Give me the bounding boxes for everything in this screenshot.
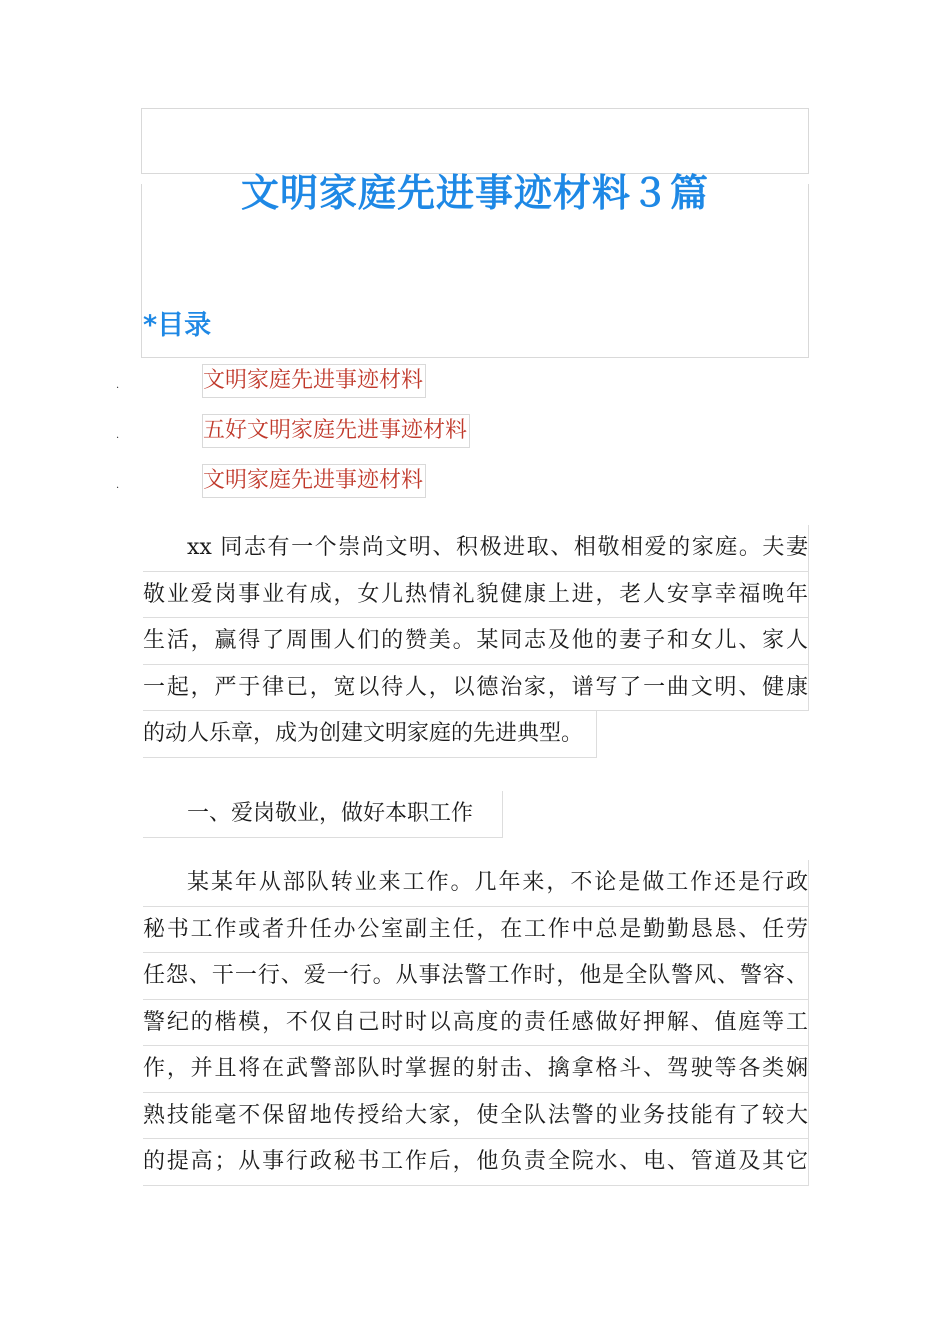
paragraph-work <box>143 860 809 1186</box>
title-frame <box>141 108 809 174</box>
toc-bullet: · <box>116 483 120 494</box>
paragraph-line: 一起，严于律已，宽以待人，以德治家，谱写了一曲文明、健康 <box>143 665 809 712</box>
paragraph-line: 警纪的楷模，不仅自己时时以高度的责任感做好押解、值庭等工 <box>143 1000 809 1047</box>
section-heading-text: 一、爱岗敬业，做好本职工作 <box>143 791 503 838</box>
paragraph-line: 的提高；从事行政秘书工作后，他负责全院水、电、管道及其它 <box>143 1139 809 1186</box>
document-title: 文明家庭先进事迹材料３篇 <box>240 171 709 215</box>
paragraph-line: 秘书工作或者升任办公室副主任，在工作中总是勤勤恳恳、任劳 <box>143 907 809 954</box>
paragraph-line: 作，并且将在武警部队时掌握的射击、擒拿格斗、驾驶等各类娴 <box>143 1046 809 1093</box>
paragraph-line: 敬业爱岗事业有成，女儿热情礼貌健康上进，老人安享幸福晚年 <box>143 572 809 619</box>
paragraph-line: 某某年从部队转业来工作。几年来，不论是做工作还是行政 <box>143 860 809 907</box>
paragraph-line: 生活，赢得了周围人们的赞美。某同志及他的妻子和女儿、家人 <box>143 618 809 665</box>
toc-link-2[interactable]: 五好文明家庭先进事迹材料 <box>202 414 470 448</box>
toc-bullet: · <box>116 433 120 444</box>
paragraph-line: 任怨、干一行、爱一行。从事法警工作时，他是全队警风、警容、 <box>143 953 809 1000</box>
toc-heading: *目录 <box>143 310 212 341</box>
paragraph-intro <box>143 525 809 758</box>
toc-link-3[interactable]: 文明家庭先进事迹材料 <box>202 464 426 498</box>
section-heading-1 <box>143 791 809 838</box>
paragraph-line: 的动人乐章，成为创建文明家庭的先进典型。 <box>143 711 597 758</box>
paragraph-line: 熟技能毫不保留地传授给大家，使全队法警的业务技能有了较大 <box>143 1093 809 1140</box>
paragraph-line: xx 同志有一个崇尚文明、积极进取、相敬相爱的家庭。夫妻 <box>143 525 809 572</box>
toc-link-1[interactable]: 文明家庭先进事迹材料 <box>202 364 426 398</box>
toc-bullet: · <box>116 383 120 394</box>
